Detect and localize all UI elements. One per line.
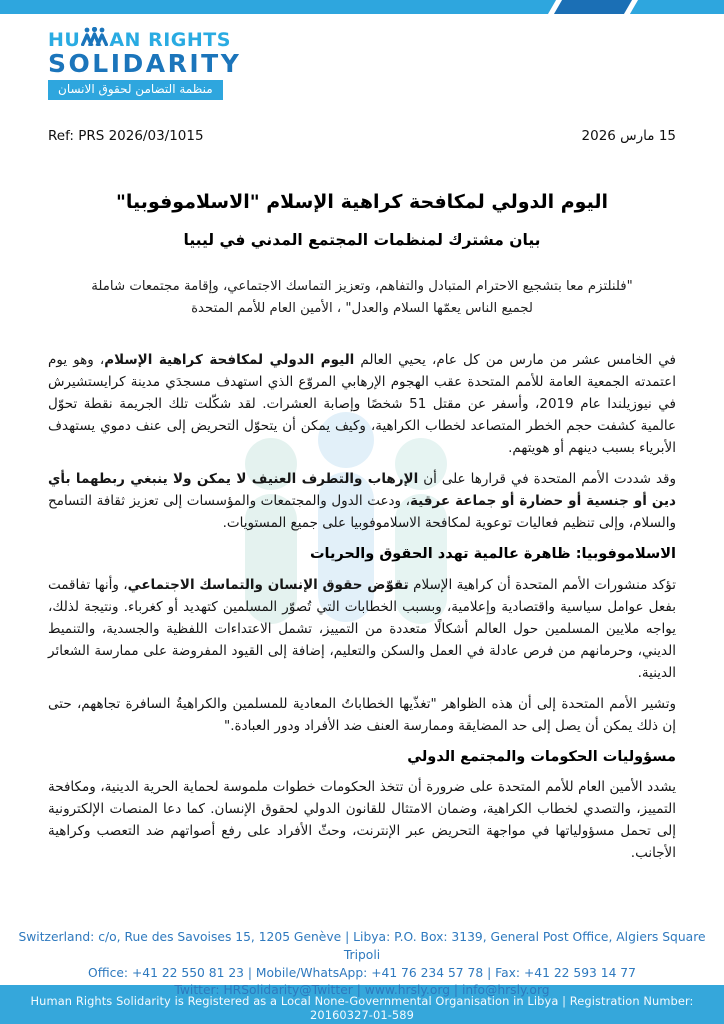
document-title: اليوم الدولي لمكافحة كراهية الإسلام "الاسلاموفوبيا" <box>116 191 608 213</box>
footer-web: Twitter: HRSolidarity@Twitter | www.hrsly.org | info@hrsly.org <box>174 983 550 998</box>
logo-text-hu: HU <box>48 29 81 51</box>
body-paragraph: تؤكد منشورات الأمم المتحدة أن كراهية الإسلام تقوّض حقوق الإنسان والتماسك الاجتماعي، وأنها تفاقمت بفعل عوامل سياسية واقتصادية وإعلامية، وبسبب الخطابات التي تُصوّر المسلمين كتهديد أو كغرباء. ونتيجة لذلك، يواجه ملايين المسلمين حول العالم أشكالًا متعددة من التمييز، تشمل الاعتداءات اللفظية والجسدية، والتنميط الديني، وحرمانهم من فرص عادلة في العمل والسكن والتعليم، إضافة إلى القيود المفروضة على ممارسة الشعائر الدينية. <box>48 576 676 681</box>
body-paragraph: في الخامس عشر من مارس من كل عام، يحيي العالم اليوم الدولي لمكافحة كراهية الإسلام، وهو يوم اعتمدته الجمعية العامة للأمم المتحدة عقب الهجوم الإرهابي المروّع الذي استهدف مسجدَي مدينة كرايستشيرش في نيوزيلندا عام 2019، وأسفر عن مقتل 51 شخصًا وإصابة العشرات. لقد شكّلت تلك الجريمة نقطة تحوّل عالمية كشفت حجم الخطر المتصاعد لخطاب الكراهية، وكيف يمكن أن يتحوّل التحريض إلى عنف دموي يستهدف الأبرياء بسبب دينهم أو هويتهم. <box>48 352 676 456</box>
section-heading: مسؤوليات الحكومات والمجتمع الدولي <box>407 748 676 765</box>
reference-number: Ref: PRS 2026/03/1015 <box>48 128 204 144</box>
people-m-icon <box>81 27 108 50</box>
opening-quote: "فلنلتزم معا بتشجيع الاحترام المتبادل والتفاهم، وتعزيز التماسك الاجتماعي، وإقامة مجتمعات شاملة لجميع الناس يعمّها السلام والعدل" ، الأمين العام للأمم المتحدة <box>91 279 633 316</box>
logo-text-an-rights: AN RIGHTS <box>109 29 231 51</box>
document-body <box>48 349 676 873</box>
logo-human-rights <box>48 27 241 50</box>
footer-addresses: Switzerland: c/o, Rue des Savoises 15, 1205 Genève | Libya: P.O. Box: 3139, General Post Office, Algiers Square Tripoli <box>18 930 706 962</box>
contact-footer <box>0 929 724 1000</box>
logo-solidarity: SOLIDARITY <box>48 49 242 78</box>
body-paragraph: وقد شددت الأمم المتحدة في قرارها على أن الإرهاب والتطرف العنيف لا يمكن ولا ينبغي ربطهما بأي دين أو جنسية أو حضارة أو جماعة عرقية، ودعت الدول والمجتمعات والمؤسسات إلى تعزيز ثقافة التسامح والسلام، وإلى تنظيم فعاليات توعوية لمكافحة الاسلاموفوبيا على جميع المستويات. <box>48 471 676 531</box>
org-logo <box>48 27 241 100</box>
body-paragraph: وتشير الأمم المتحدة إلى أن هذه الظواهر "تغذّيها الخطاباتُ المعادية للمسلمين والكراهيةُ السافرة تجاههم، حتى إن ذلك يمكن أن يصل إلى حد المضايقة وممارسة العنف ضد الأفراد ودور العبادة." <box>48 695 676 734</box>
logo-arabic-banner: منظمة التضامن لحقوق الانسان <box>48 80 223 100</box>
reference-row <box>48 128 676 144</box>
document-subtitle: بيان مشترك لمنظمات المجتمع المدني في ليبيا <box>183 231 541 249</box>
registration-text: Human Rights Solidarity is Registered as a Local None-Governmental Organisation in Libya | Registration Number: 20160327-01-589 <box>30 994 694 1022</box>
top-banner-parallelogram <box>548 0 638 14</box>
section-heading: الاسلاموفوبيا: ظاهرة عالمية تهدد الحقوق والحريات <box>309 546 676 562</box>
document-date: 15 مارس 2026 <box>581 128 676 144</box>
body-paragraph: يشدد الأمين العام للأمم المتحدة على ضرورة أن تتخذ الحكومات خطوات ملموسة لحماية الحرية الدينية، ومكافحة التمييز، والتصدي لخطاب الكراهية، وضمان الامتثال للقانون الدولي لحقوق الإنسان. كما دعا المنصات الإلكترونية إلى تحمل مسؤولياتها في مواجهة التحريض عبر الإنترنت، وحثّ الأفراد على رفع أصواتهم ضد التعصب وكراهية الأجانب. <box>48 779 676 862</box>
top-banner-stripe <box>0 0 724 14</box>
footer-phones: Office: +41 22 550 81 23 | Mobile/WhatsApp: +41 76 234 57 78 | Fax: +41 22 593 14 77 <box>88 965 636 980</box>
